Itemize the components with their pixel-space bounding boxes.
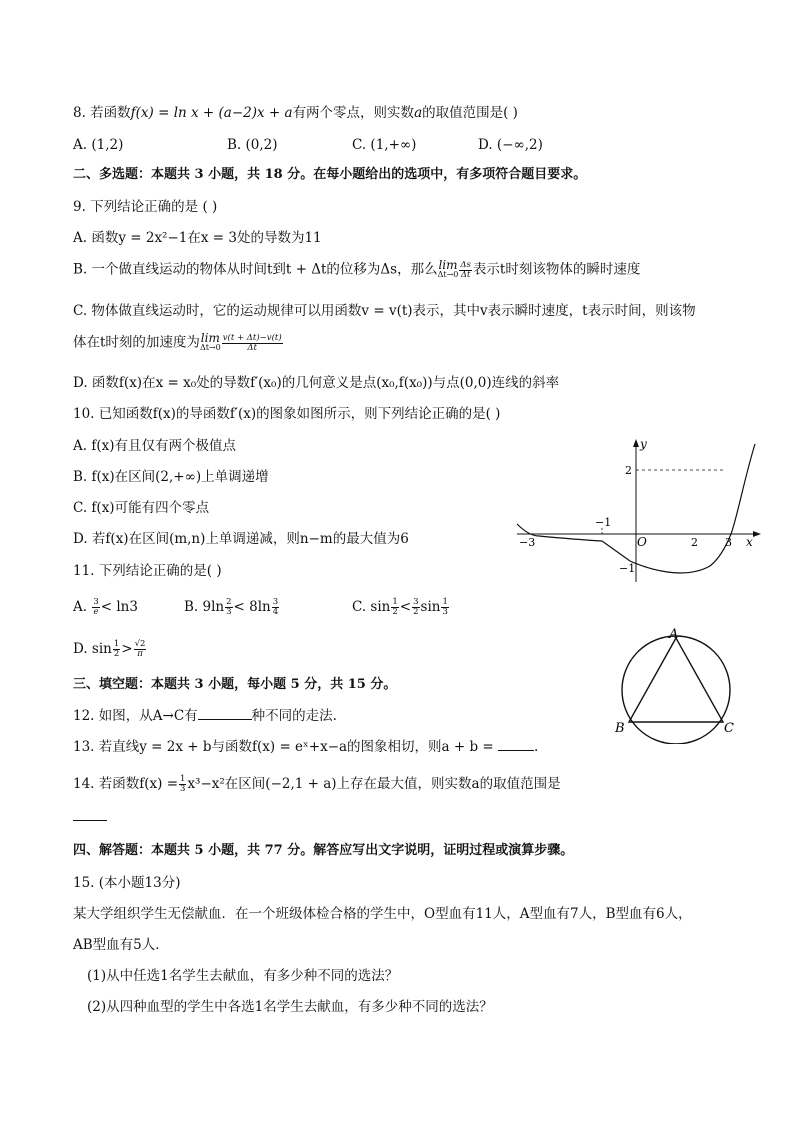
q15-part-1: (1)从中任选1名学生去献血，有多少种不同的选法？ (87, 968, 399, 984)
q8-function: f(x) = ln x + (a−2)x + a (130, 105, 293, 121)
triangle (629, 638, 723, 722)
x-axis-arrow (753, 531, 761, 537)
q10-option-c: C. f(x)可能有四个零点 (73, 500, 210, 516)
q9-c-fraction: $\frac{v(t + \Delta t)-v(t)}{\Delta t}$ (222, 332, 282, 353)
q8-stem: 8. 若函数f(x) = ln x + (a−2)x + a有两个零点，则实数a的取值范围是( ) (73, 105, 518, 121)
tick-label-neg1-y: −1 (619, 562, 636, 575)
q10-derivative-graph (515, 436, 765, 584)
tick-label-2-x: 2 (691, 536, 698, 549)
y-axis-label: y (640, 437, 647, 451)
section-2-heading: 二、多选题：本题共 3 小题，共 18 分。在每小题给出的选项中，有多项符合题目要求。 (73, 167, 587, 182)
section-4-heading: 四、解答题：本题共 5 小题，共 77 分。解答应写出文字说明，证明过程或演算步骤。 (73, 843, 574, 858)
q8-option-b: B. (0,2) (227, 137, 278, 153)
q13-stem: 13. 若直线y = 2x + b与函数f(x) = eˣ+x−a的图象相切，则a + b = . (73, 739, 539, 755)
q14-answer-line (73, 808, 107, 826)
q10-stem: 10. 已知函数f(x)的导函数f′(x)的图象如图所示，则下列结论正确的是( ) (73, 406, 501, 422)
q9-option-a: A. 函数y = 2x²−1在x = 3处的导数为11 (73, 230, 322, 246)
q10-option-a: A. f(x)有且仅有两个极值点 (73, 438, 236, 454)
q8-option-c: C. (1,+∞) (352, 137, 417, 153)
q11-option-c: C. sin $\frac{1}{2}$ < $\frac{3}{2}$ sin $\frac{1}{3}$ (352, 597, 448, 617)
q9-option-b: B. 一个做直线运动的物体从时间t到t + Δt的位移为Δs，那么 lim Δt→0 $\frac{\Delta s}{\Delta t}$ 表示t时刻该物体的瞬时速度 (73, 258, 641, 280)
q12-answer-blank[interactable] (198, 707, 252, 720)
q8-option-a: A. (1,2) (73, 137, 124, 153)
vertex-label-c: C (724, 721, 734, 736)
origin-label: O (637, 535, 647, 549)
q15-title: 15. (本小题13分) (73, 875, 181, 891)
q9-option-c-line2: 体在t时刻的加速度为 lim Δt→0 $\frac{v(t + \Delta t)-v(t)}{\Delta t}$ (73, 331, 282, 353)
circle (622, 636, 730, 744)
q11-option-d: D. sin $\frac{1}{2}$ > $\frac{√2}{\pi}$ (73, 639, 146, 659)
q14-answer-blank[interactable] (73, 808, 107, 821)
tick-label-2-y: 2 (625, 464, 632, 477)
q14-stem: 14. 若函数f(x) = $\frac{1}{3}$ x³−x²在区间(−2,1 + a)上存在最大值，则实数a的取值范围是 (73, 774, 561, 794)
q15-body-line2: AB型血有5人． (73, 937, 169, 953)
tick-label-3-x: 3 (725, 536, 732, 549)
vertex-label-a: A (669, 627, 679, 642)
q9-option-d: D. 函数f(x)在x = x₀处的导数f′(x₀)的几何意义是点(x₀,f(x₀))与点(0,0)连线的斜率 (73, 375, 560, 391)
q9-fraction: $\frac{\Delta s}{\Delta t}$ (460, 259, 471, 280)
tick-label-neg1-x: −1 (595, 516, 612, 529)
q15-part-2: (2)从四种血型的学生中各选1名学生去献血，有多少种不同的选法？ (87, 999, 493, 1015)
q10-option-b: B. f(x)在区间(2,+∞)上单调递增 (73, 469, 269, 485)
vertex-label-b: B (615, 721, 625, 736)
tick-label-neg3: −3 (519, 536, 536, 549)
q13-answer-blank[interactable] (498, 738, 534, 751)
q15-body-line1: 某大学组织学生无偿献血．在一个班级体检合格的学生中，O型血有11人，A型血有7人，B型血有6人， (73, 906, 692, 922)
q10-option-d: D. 若f(x)在区间(m,n)上单调递减，则n−m的最大值为6 (73, 531, 409, 547)
x-axis-label: x (746, 535, 753, 549)
section-3-heading: 三、填空题：本题共 3 小题，每小题 5 分，共 15 分。 (73, 677, 397, 692)
q12-stem: 12. 如图，从A→C有 种不同的走法. (73, 708, 337, 724)
q11-option-a: A. $\frac{3}{e}$ < ln3 (73, 597, 138, 617)
q9-option-c-line1: C. 物体做直线运动时，它的运动规律可以用函数v = v(t)表示，其中v表示瞬时速度，t表示时间，则该物 (73, 303, 696, 319)
q8-option-d: D. (−∞,2) (478, 137, 543, 153)
q11-option-b: B. 9ln $\frac{2}{3}$ < 8ln $\frac{3}{4}$ (184, 597, 279, 617)
q12-circle-figure (610, 624, 744, 744)
q9-limit: lim Δt→0 (437, 258, 459, 279)
q11-stem: 11. 下列结论正确的是( ) (73, 563, 222, 579)
y-axis-arrow (633, 439, 639, 447)
q9-stem: 9. 下列结论正确的是 ( ) (73, 199, 218, 215)
